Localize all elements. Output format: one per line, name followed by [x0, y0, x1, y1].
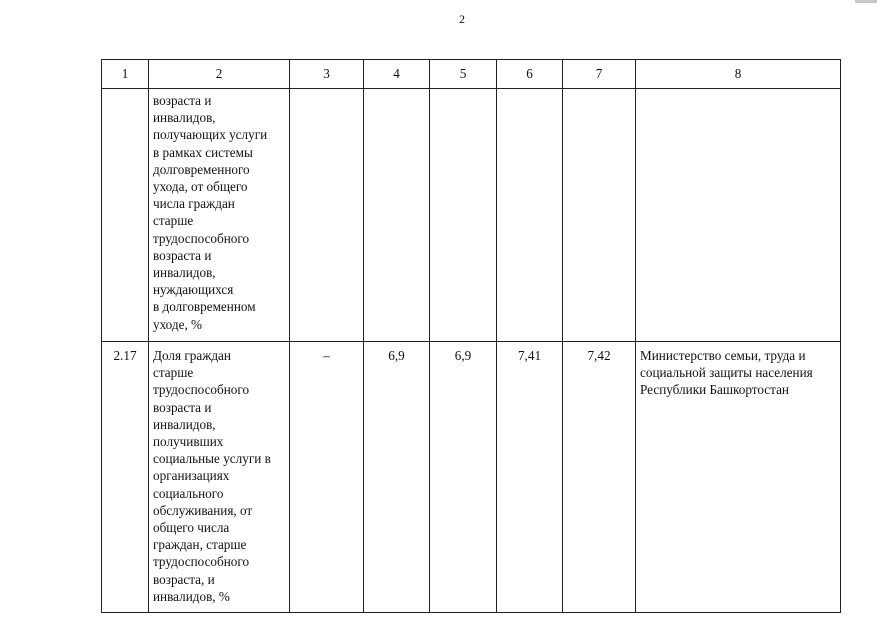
column-header: 4	[364, 60, 430, 89]
value-cell: 6,9	[364, 342, 430, 613]
value-cell	[563, 89, 636, 342]
column-header: 5	[430, 60, 497, 89]
row-number-cell	[102, 89, 149, 342]
value-cell: –	[290, 342, 364, 613]
value-cell	[364, 89, 430, 342]
row-number-cell: 2.17	[102, 342, 149, 613]
value-cell: 7,41	[497, 342, 563, 613]
indicator-name-cell: возраста и инвалидов, получающих услуги в рамках системы долговременного ухода, от общего числа граждан старше трудоспособного возраста и инвалидов, нуждающихся в долговременном уходе, %	[149, 89, 290, 342]
indicator-name-cell: Доля граждан старше трудоспособного возраста и инвалидов, получивших социальные услуги в организациях социального обслуживания, от общего числа граждан, старше трудоспособного возраста, и инвалидов, %	[149, 342, 290, 613]
indicators-table	[101, 59, 841, 613]
responsible-cell	[636, 89, 841, 342]
value-cell: 7,42	[563, 342, 636, 613]
page-number: 2	[459, 12, 465, 26]
table-header-row	[102, 60, 841, 89]
value-cell: 6,9	[430, 342, 497, 613]
scan-artifact	[855, 0, 877, 3]
column-header: 6	[497, 60, 563, 89]
responsible-cell: Министерство семьи, труда и социальной защиты населения Республики Башкортостан	[636, 342, 841, 613]
column-header: 8	[636, 60, 841, 89]
column-header: 2	[149, 60, 290, 89]
value-cell	[430, 89, 497, 342]
value-cell	[290, 89, 364, 342]
table-row	[102, 89, 841, 342]
column-header: 1	[102, 60, 149, 89]
value-cell	[497, 89, 563, 342]
column-header: 7	[563, 60, 636, 89]
column-header: 3	[290, 60, 364, 89]
table-row	[102, 342, 841, 613]
